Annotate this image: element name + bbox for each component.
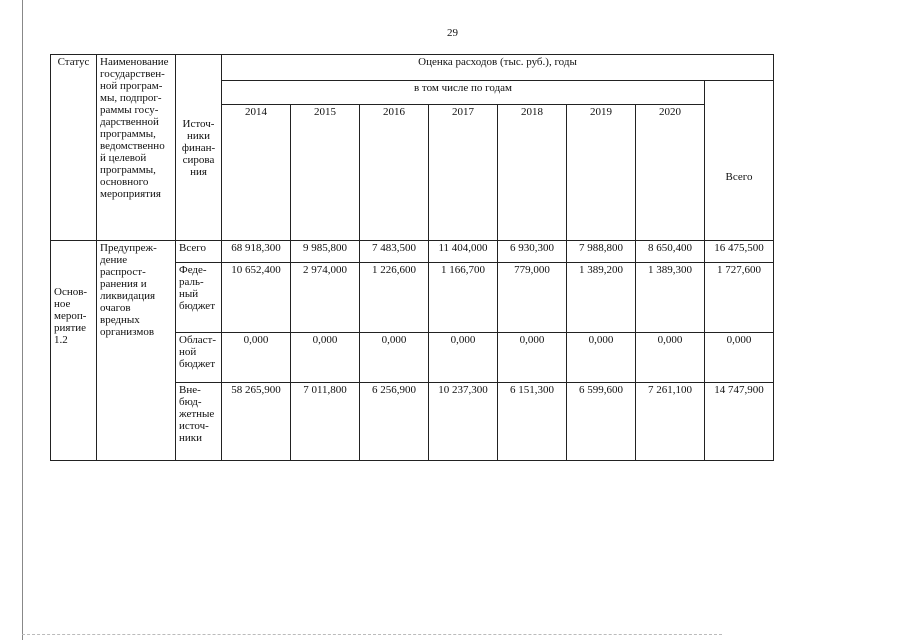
funding-value: 0,000 xyxy=(498,333,567,383)
funding-value: 0,000 xyxy=(429,333,498,383)
funding-value: 7 988,800 xyxy=(567,241,636,263)
funding-value: 0,000 xyxy=(360,333,429,383)
row-status: Основ- ное мероп- риятие 1.2 xyxy=(51,241,97,461)
funding-value: 7 261,100 xyxy=(636,383,705,461)
funding-value: 1 226,600 xyxy=(360,263,429,333)
row-name: Предупреж- дение распрост- ранения и ликвидация очагов вредных организмов xyxy=(97,241,176,461)
funding-source: Всего xyxy=(176,241,222,263)
funding-value: 1 389,200 xyxy=(567,263,636,333)
funding-value: 9 985,800 xyxy=(291,241,360,263)
header-estimate: Оценка расходов (тыс. руб.), годы xyxy=(222,55,774,81)
funding-value: 0,000 xyxy=(567,333,636,383)
funding-value: 2 974,000 xyxy=(291,263,360,333)
funding-value: 6 599,600 xyxy=(567,383,636,461)
header-year: 2018 xyxy=(498,105,567,241)
funding-value: 1 389,300 xyxy=(636,263,705,333)
header-year: 2014 xyxy=(222,105,291,241)
funding-source: Феде- раль- ный бюджет xyxy=(176,263,222,333)
funding-value: 7 483,500 xyxy=(360,241,429,263)
funding-source: Област- ной бюджет xyxy=(176,333,222,383)
budget-table xyxy=(50,54,774,461)
header-year: 2015 xyxy=(291,105,360,241)
header-year: 2017 xyxy=(429,105,498,241)
funding-value: 8 650,400 xyxy=(636,241,705,263)
funding-value: 779,000 xyxy=(498,263,567,333)
page-left-edge xyxy=(22,0,23,640)
funding-value: 0,000 xyxy=(705,333,774,383)
funding-total: 10 652,400 xyxy=(222,263,291,333)
funding-value: 14 747,900 xyxy=(705,383,774,461)
funding-value: 0,000 xyxy=(636,333,705,383)
funding-total: 68 918,300 xyxy=(222,241,291,263)
page-number: 29 xyxy=(447,27,458,39)
header-status: Статус xyxy=(51,55,97,241)
funding-row-total xyxy=(51,241,774,263)
scan-edge xyxy=(22,634,722,636)
funding-value: 1 166,700 xyxy=(429,263,498,333)
header-year: 2016 xyxy=(360,105,429,241)
header-source: Источ- ники финан- сирова ния xyxy=(176,55,222,241)
funding-value: 6 930,300 xyxy=(498,241,567,263)
funding-value: 11 404,000 xyxy=(429,241,498,263)
funding-value: 6 256,900 xyxy=(360,383,429,461)
header-total: Всего xyxy=(705,81,774,241)
header-including: в том числе по годам xyxy=(222,81,705,105)
header-year: 2019 xyxy=(567,105,636,241)
funding-value: 0,000 xyxy=(291,333,360,383)
header-name: Наименование государствен- ной програм- мы, подпрог- раммы госу- дарственной программы, ведомственно й целевой программы, основного мероприятия xyxy=(97,55,176,241)
funding-value: 6 151,300 xyxy=(498,383,567,461)
funding-total: 0,000 xyxy=(222,333,291,383)
header-year: 2020 xyxy=(636,105,705,241)
funding-value: 1 727,600 xyxy=(705,263,774,333)
funding-value: 10 237,300 xyxy=(429,383,498,461)
funding-source: Вне- бюд- жетные источ- ники xyxy=(176,383,222,461)
funding-total: 58 265,900 xyxy=(222,383,291,461)
funding-value: 16 475,500 xyxy=(705,241,774,263)
funding-value: 7 011,800 xyxy=(291,383,360,461)
